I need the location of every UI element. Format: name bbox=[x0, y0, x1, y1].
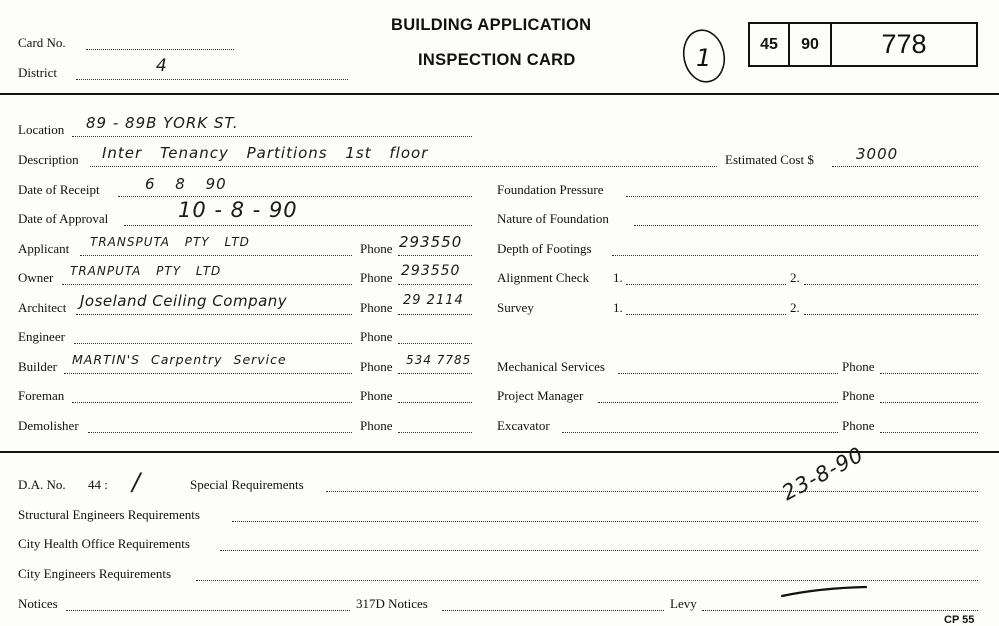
architect-label: Architect bbox=[18, 300, 67, 315]
structural-engineers-label: Structural Engineers Requirements bbox=[18, 507, 200, 522]
da-no-label: D.A. No. bbox=[18, 477, 66, 492]
demolisher-phone-field[interactable] bbox=[398, 432, 472, 433]
demolisher-label: Demolisher bbox=[18, 418, 79, 433]
location-value: 89 - 89B YORK ST. bbox=[86, 114, 239, 132]
excavator-label: Excavator bbox=[497, 418, 550, 433]
district-label: District bbox=[18, 65, 57, 80]
engineer-label: Engineer bbox=[18, 329, 65, 344]
nature-of-foundation-field[interactable] bbox=[634, 225, 978, 226]
card-no-label: Card No. bbox=[18, 35, 66, 50]
district-field[interactable] bbox=[76, 79, 348, 80]
description-label: Description bbox=[18, 152, 79, 167]
survey-label: Survey bbox=[497, 300, 534, 315]
estimated-cost-label: Estimated Cost $ bbox=[725, 152, 814, 167]
notices-317d-label: 317D Notices bbox=[356, 596, 428, 611]
excavator-field[interactable] bbox=[562, 432, 838, 433]
notices-label: Notices bbox=[18, 596, 58, 611]
notices-317d-field[interactable] bbox=[442, 610, 664, 611]
foreman-field[interactable] bbox=[72, 402, 352, 403]
title-line-2: INSPECTION CARD bbox=[418, 51, 576, 69]
district-value: 4 bbox=[156, 56, 168, 76]
location-label: Location bbox=[18, 122, 65, 137]
foreman-phone-field[interactable] bbox=[398, 402, 472, 403]
city-engineers-field[interactable] bbox=[196, 580, 978, 581]
builder-phone-field[interactable] bbox=[398, 373, 472, 374]
mechanical-services-phone-label: Phone bbox=[842, 359, 875, 374]
foreman-label: Foreman bbox=[18, 388, 65, 403]
builder-label: Builder bbox=[18, 359, 57, 374]
applicant-value: TRANSPUTA PTY LTD bbox=[90, 235, 250, 249]
form-code: CP 55 bbox=[944, 614, 975, 626]
description-field[interactable] bbox=[90, 166, 717, 167]
code-box-2 bbox=[788, 22, 832, 67]
excavator-phone-field[interactable] bbox=[880, 432, 978, 433]
structural-engineers-field[interactable] bbox=[232, 521, 978, 522]
levy-dash-icon bbox=[780, 584, 870, 600]
survey-2-label: 2. bbox=[790, 300, 800, 315]
owner-value: TRANPUTA PTY LTD bbox=[70, 264, 222, 278]
special-requirements-field[interactable] bbox=[326, 491, 978, 492]
architect-phone-field[interactable] bbox=[398, 314, 472, 315]
estimated-cost-value: 3000 bbox=[856, 145, 899, 163]
architect-value: Joseland Ceiling Company bbox=[80, 292, 288, 310]
owner-field[interactable] bbox=[62, 284, 352, 285]
depth-of-footings-label: Depth of Footings bbox=[497, 241, 592, 256]
location-field[interactable] bbox=[72, 136, 472, 137]
alignment-check-1-field[interactable] bbox=[626, 284, 786, 285]
estimated-cost-field[interactable] bbox=[832, 166, 978, 167]
date-of-receipt-field[interactable] bbox=[118, 196, 472, 197]
alignment-check-1-label: 1. bbox=[613, 270, 623, 285]
applicant-phone-value: 293550 bbox=[399, 233, 463, 251]
foundation-pressure-label: Foundation Pressure bbox=[497, 182, 604, 197]
mechanical-services-phone-field[interactable] bbox=[880, 373, 978, 374]
card-no-field[interactable] bbox=[86, 49, 234, 50]
project-manager-phone-label: Phone bbox=[842, 388, 875, 403]
survey-1-label: 1. bbox=[613, 300, 623, 315]
date-of-approval-label: Date of Approval bbox=[18, 211, 109, 226]
levy-field[interactable] bbox=[702, 610, 978, 611]
city-health-field[interactable] bbox=[220, 550, 978, 551]
description-value: Inter Tenancy Partitions 1st floor bbox=[102, 144, 429, 162]
owner-phone-label: Phone bbox=[360, 270, 393, 285]
foundation-pressure-field[interactable] bbox=[626, 196, 978, 197]
date-of-approval-field[interactable] bbox=[124, 225, 472, 226]
city-engineers-label: City Engineers Requirements bbox=[18, 566, 172, 581]
code-box-1 bbox=[748, 22, 790, 67]
date-of-approval-value: 10 - 8 - 90 bbox=[178, 198, 298, 222]
builder-value: MARTIN'S Carpentry Service bbox=[72, 352, 287, 367]
code-box-3-text: 778 bbox=[881, 29, 927, 59]
da-no-prefix: 44 : bbox=[88, 477, 108, 492]
alignment-check-2-field[interactable] bbox=[804, 284, 978, 285]
nature-of-foundation-label: Nature of Foundation bbox=[497, 211, 609, 226]
code-box-3 bbox=[830, 22, 978, 67]
applicant-field[interactable] bbox=[80, 255, 352, 256]
survey-2-field[interactable] bbox=[804, 314, 978, 315]
da-no-value: / bbox=[132, 468, 142, 496]
header-divider bbox=[0, 93, 999, 95]
applicant-phone-field[interactable] bbox=[398, 255, 472, 256]
levy-label: Levy bbox=[670, 596, 697, 611]
code-box-2-text: 90 bbox=[801, 35, 819, 53]
code-box-1-text: 45 bbox=[760, 35, 778, 53]
special-requirements-value: 23-8-90 bbox=[778, 442, 868, 506]
architect-phone-value: 29 2114 bbox=[403, 293, 464, 308]
circled-mark-text: 1 bbox=[696, 44, 712, 72]
engineer-phone-label: Phone bbox=[360, 329, 393, 344]
builder-phone-value: 534 7785 bbox=[406, 353, 472, 367]
engineer-field[interactable] bbox=[74, 343, 352, 344]
applicant-phone-label: Phone bbox=[360, 241, 393, 256]
special-requirements-label: Special Requirements bbox=[190, 477, 304, 492]
mechanical-services-field[interactable] bbox=[618, 373, 838, 374]
demolisher-field[interactable] bbox=[88, 432, 352, 433]
notices-field[interactable] bbox=[66, 610, 350, 611]
owner-label: Owner bbox=[18, 270, 54, 285]
project-manager-field[interactable] bbox=[598, 402, 838, 403]
date-of-receipt-label: Date of Receipt bbox=[18, 182, 100, 197]
builder-field[interactable] bbox=[64, 373, 352, 374]
builder-phone-label: Phone bbox=[360, 359, 393, 374]
engineer-phone-field[interactable] bbox=[398, 343, 472, 344]
owner-phone-value: 293550 bbox=[401, 263, 461, 279]
alignment-check-2-label: 2. bbox=[790, 270, 800, 285]
date-of-receipt-value: 6 8 90 bbox=[145, 175, 227, 193]
city-health-label: City Health Office Requirements bbox=[18, 536, 190, 551]
project-manager-phone-field[interactable] bbox=[880, 402, 978, 403]
architect-phone-label: Phone bbox=[360, 300, 393, 315]
alignment-check-label: Alignment Check bbox=[497, 270, 590, 285]
mechanical-services-label: Mechanical Services bbox=[497, 359, 605, 374]
survey-1-field[interactable] bbox=[626, 314, 786, 315]
title-line-1: BUILDING APPLICATION bbox=[391, 16, 592, 34]
excavator-phone-label: Phone bbox=[842, 418, 875, 433]
foreman-phone-label: Phone bbox=[360, 388, 393, 403]
owner-phone-field[interactable] bbox=[398, 284, 472, 285]
architect-field[interactable] bbox=[76, 314, 352, 315]
demolisher-phone-label: Phone bbox=[360, 418, 393, 433]
depth-of-footings-field[interactable] bbox=[612, 255, 978, 256]
circled-mark-icon bbox=[676, 20, 736, 90]
project-manager-label: Project Manager bbox=[497, 388, 584, 403]
applicant-label: Applicant bbox=[18, 241, 70, 256]
